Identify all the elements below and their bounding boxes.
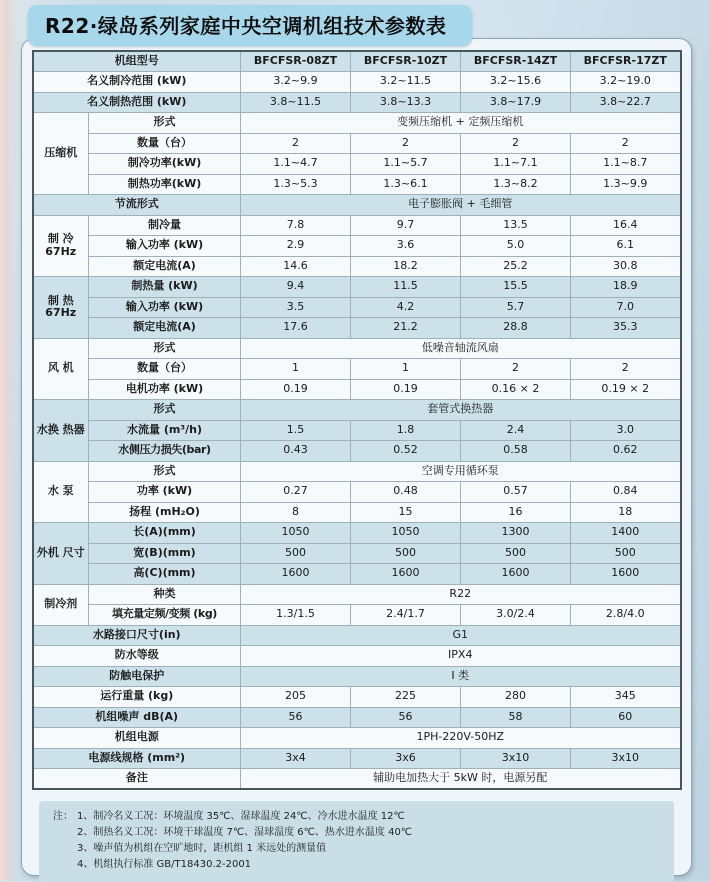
note-text: 4、机组执行标准 GB/T18430.2-2001 — [77, 859, 252, 870]
row-label: 防水等级 — [33, 646, 241, 667]
spec-value: 16.4 — [571, 215, 681, 236]
spec-row — [33, 133, 681, 154]
spec-value: 16 — [461, 502, 571, 523]
model-name: BFCFSR-10ZT — [351, 51, 461, 72]
row-label: 形式 — [89, 113, 241, 134]
row-label: 制热功率(kW) — [89, 174, 241, 195]
spec-value: 1.1~8.7 — [571, 154, 681, 175]
spec-value: 2 — [461, 133, 571, 154]
row-label: 制冷功率(kW) — [89, 154, 241, 175]
spec-value: 58 — [461, 707, 571, 728]
model-name: BFCFSR-14ZT — [461, 51, 571, 72]
spec-value: 35.3 — [571, 318, 681, 339]
note-line — [53, 825, 660, 841]
spec-value: 17.6 — [241, 318, 351, 339]
row-label: 制热量 (kW) — [89, 277, 241, 298]
spec-value: 3x4 — [241, 748, 351, 769]
spec-value: 1300 — [461, 523, 571, 544]
row-label: 名义制热范围 (kW) — [33, 92, 241, 113]
spec-row — [33, 215, 681, 236]
spec-value: 7.0 — [571, 297, 681, 318]
spec-value: 0.57 — [461, 482, 571, 503]
spec-value: 2.9 — [241, 236, 351, 257]
spec-value: 2.4 — [461, 420, 571, 441]
row-label: 名义制冷范围 (kW) — [33, 72, 241, 93]
spec-value: 3.0/2.4 — [461, 605, 571, 626]
row-label: 功率 (kW) — [89, 482, 241, 503]
spec-value: 3.2~19.0 — [571, 72, 681, 93]
row-label: 额定电流(A) — [89, 256, 241, 277]
spec-row — [33, 707, 681, 728]
spec-row — [33, 154, 681, 175]
section-label: 水 泵 — [33, 461, 89, 523]
spec-value: 1600 — [571, 564, 681, 585]
row-label: 数量（台） — [89, 359, 241, 380]
note-text: 2、制热名义工况：环境干球温度 7℃、湿球温度 6℃、热水进水温度 40℃ — [77, 827, 413, 838]
row-label: 种类 — [89, 584, 241, 605]
spec-row — [33, 523, 681, 544]
spec-row — [33, 748, 681, 769]
spec-value: 500 — [241, 543, 351, 564]
spec-value: 3.2~15.6 — [461, 72, 571, 93]
spec-value: 0.48 — [351, 482, 461, 503]
spec-value: 1400 — [571, 523, 681, 544]
spec-value: 1600 — [241, 564, 351, 585]
spec-row — [33, 502, 681, 523]
spec-value-span: 空调专用循环泵 — [241, 461, 681, 482]
spec-value: 1.1~4.7 — [241, 154, 351, 175]
spec-value: 500 — [351, 543, 461, 564]
spec-row — [33, 359, 681, 380]
spec-value: 1.3~9.9 — [571, 174, 681, 195]
spec-value: 3.2~9.9 — [241, 72, 351, 93]
spec-value: 15.5 — [461, 277, 571, 298]
spec-value-span: 电子膨胀阀 + 毛细管 — [241, 195, 681, 216]
spec-value: 0.19 — [351, 379, 461, 400]
spec-value-span: R22 — [241, 584, 681, 605]
spec-row — [33, 687, 681, 708]
note-text: 1、制冷名义工况：环境温度 35℃、湿球温度 24℃、冷水进水温度 12℃ — [77, 811, 405, 822]
spec-value: 205 — [241, 687, 351, 708]
spec-value: 6.1 — [571, 236, 681, 257]
row-label: 机组噪声 dB(A) — [33, 707, 241, 728]
spec-value: 1.3/1.5 — [241, 605, 351, 626]
row-label: 长(A)(mm) — [89, 523, 241, 544]
row-label: 水流量 (m³/h) — [89, 420, 241, 441]
row-label: 制冷量 — [89, 215, 241, 236]
page-title-text: R22·绿岛系列家庭中央空调机组技术参数表 — [45, 14, 447, 38]
section-label: 制 冷 67Hz — [33, 215, 89, 277]
note-line — [53, 809, 660, 825]
spec-value: 21.2 — [351, 318, 461, 339]
spec-value: 2 — [571, 359, 681, 380]
spec-row — [33, 769, 681, 790]
section-label: 风 机 — [33, 338, 89, 400]
spec-value: 3.6 — [351, 236, 461, 257]
spec-value: 3.8~13.3 — [351, 92, 461, 113]
spec-value: 1.3~5.3 — [241, 174, 351, 195]
spec-value-span: 变频压缩机 + 定频压缩机 — [241, 113, 681, 134]
table-header-row — [33, 51, 681, 72]
spec-row — [33, 564, 681, 585]
row-label: 高(C)(mm) — [89, 564, 241, 585]
spec-value: 18.2 — [351, 256, 461, 277]
spec-value: 1 — [351, 359, 461, 380]
spec-row — [33, 420, 681, 441]
row-label: 机组电源 — [33, 728, 241, 749]
spec-value: 11.5 — [351, 277, 461, 298]
spec-value-span: 套管式换热器 — [241, 400, 681, 421]
spec-value: 225 — [351, 687, 461, 708]
row-label: 输入功率 (kW) — [89, 236, 241, 257]
spec-value-span: I 类 — [241, 666, 681, 687]
spec-row — [33, 543, 681, 564]
spec-row — [33, 646, 681, 667]
notes-panel — [39, 801, 674, 882]
spec-value: 3.2~11.5 — [351, 72, 461, 93]
spec-value: 3.8~11.5 — [241, 92, 351, 113]
spec-value: 2 — [241, 133, 351, 154]
spec-value: 3x6 — [351, 748, 461, 769]
spec-row — [33, 482, 681, 503]
row-label: 水侧压力损失(bar) — [89, 441, 241, 462]
spec-row — [33, 441, 681, 462]
notes-prefix: 注： — [53, 811, 73, 822]
spec-value: 5.0 — [461, 236, 571, 257]
spec-value: 1600 — [461, 564, 571, 585]
section-label: 压缩机 — [33, 113, 89, 195]
row-label: 填充量定频/变频 (kg) — [89, 605, 241, 626]
row-label: 节流形式 — [33, 195, 241, 216]
spec-value: 25.2 — [461, 256, 571, 277]
spec-value: 8 — [241, 502, 351, 523]
spec-value: 1050 — [241, 523, 351, 544]
spec-value: 30.8 — [571, 256, 681, 277]
spec-row — [33, 174, 681, 195]
spec-row — [33, 625, 681, 646]
spec-row — [33, 277, 681, 298]
spec-value: 0.84 — [571, 482, 681, 503]
note-line — [53, 857, 660, 873]
row-label: 电机功率 (kW) — [89, 379, 241, 400]
section-label: 水换 热器 — [33, 400, 89, 462]
spec-value: 60 — [571, 707, 681, 728]
spec-value: 0.19 × 2 — [571, 379, 681, 400]
row-label: 形式 — [89, 461, 241, 482]
row-label: 数量（台） — [89, 133, 241, 154]
page-title — [28, 5, 472, 46]
spec-value: 345 — [571, 687, 681, 708]
spec-value: 15 — [351, 502, 461, 523]
spec-value: 18.9 — [571, 277, 681, 298]
spec-value: 1.3~8.2 — [461, 174, 571, 195]
spec-value: 3x10 — [461, 748, 571, 769]
spec-row — [33, 400, 681, 421]
spec-value: 0.43 — [241, 441, 351, 462]
spec-value: 3.8~22.7 — [571, 92, 681, 113]
spec-value: 13.5 — [461, 215, 571, 236]
spec-value: 7.8 — [241, 215, 351, 236]
spec-value: 1.3~6.1 — [351, 174, 461, 195]
spec-value: 3.8~17.9 — [461, 92, 571, 113]
spec-value: 1.8 — [351, 420, 461, 441]
spec-value: 1600 — [351, 564, 461, 585]
note-line — [53, 841, 660, 857]
row-label: 备注 — [33, 769, 241, 790]
spec-value: 0.19 — [241, 379, 351, 400]
spec-value: 0.52 — [351, 441, 461, 462]
section-label: 外机 尺寸 — [33, 523, 89, 585]
spec-value: 2 — [461, 359, 571, 380]
spec-value: 0.58 — [461, 441, 571, 462]
row-label: 扬程 (mH₂O) — [89, 502, 241, 523]
model-name: BFCFSR-08ZT — [241, 51, 351, 72]
row-label: 形式 — [89, 400, 241, 421]
row-label: 电源线规格 (mm²) — [33, 748, 241, 769]
spec-value-span: 低噪音轴流风扇 — [241, 338, 681, 359]
spec-value: 500 — [461, 543, 571, 564]
spec-row — [33, 256, 681, 277]
spec-row — [33, 318, 681, 339]
spec-value: 3x10 — [571, 748, 681, 769]
spec-value: 1.1~5.7 — [351, 154, 461, 175]
spec-row — [33, 195, 681, 216]
row-label: 运行重量 (kg) — [33, 687, 241, 708]
spec-value: 18 — [571, 502, 681, 523]
spec-value: 500 — [571, 543, 681, 564]
spec-row — [33, 666, 681, 687]
spec-value: 2 — [351, 133, 461, 154]
spec-value: 14.6 — [241, 256, 351, 277]
spec-card — [21, 38, 692, 876]
model-name: BFCFSR-17ZT — [571, 51, 681, 72]
spec-value: 0.27 — [241, 482, 351, 503]
spec-row — [33, 379, 681, 400]
note-text: 3、噪声值为机组在空旷地时，距机组 1 米远处的测量值 — [77, 843, 327, 854]
spec-value-span: 1PH-220V-50HZ — [241, 728, 681, 749]
spec-value: 0.16 × 2 — [461, 379, 571, 400]
row-label: 水路接口尺寸(in) — [33, 625, 241, 646]
row-label: 输入功率 (kW) — [89, 297, 241, 318]
row-label: 形式 — [89, 338, 241, 359]
spec-row — [33, 72, 681, 93]
spec-row — [33, 605, 681, 626]
spec-value: 56 — [241, 707, 351, 728]
spec-row — [33, 236, 681, 257]
spec-value: 0.62 — [571, 441, 681, 462]
spec-value-span: G1 — [241, 625, 681, 646]
spec-value: 3.5 — [241, 297, 351, 318]
section-label: 制冷剂 — [33, 584, 89, 625]
spec-row — [33, 461, 681, 482]
spec-value: 2.8/4.0 — [571, 605, 681, 626]
spec-row — [33, 338, 681, 359]
spec-value: 56 — [351, 707, 461, 728]
spec-value: 9.4 — [241, 277, 351, 298]
spec-value: 9.7 — [351, 215, 461, 236]
spec-value: 1.5 — [241, 420, 351, 441]
spec-value: 1.1~7.1 — [461, 154, 571, 175]
spec-table — [32, 50, 682, 790]
spec-value: 3.0 — [571, 420, 681, 441]
spec-value: 4.2 — [351, 297, 461, 318]
section-label: 制 热 67Hz — [33, 277, 89, 339]
spec-value-span: IPX4 — [241, 646, 681, 667]
spec-value: 2.4/1.7 — [351, 605, 461, 626]
spec-row — [33, 728, 681, 749]
spec-row — [33, 584, 681, 605]
spec-value: 1050 — [351, 523, 461, 544]
spec-row — [33, 92, 681, 113]
header-model-label: 机组型号 — [33, 51, 241, 72]
row-label: 额定电流(A) — [89, 318, 241, 339]
row-label: 防触电保护 — [33, 666, 241, 687]
spec-value: 28.8 — [461, 318, 571, 339]
spec-value-span: 辅助电加热大于 5kW 时，电源另配 — [241, 769, 681, 790]
spec-value: 2 — [571, 133, 681, 154]
spec-row — [33, 297, 681, 318]
spec-value: 1 — [241, 359, 351, 380]
spec-value: 280 — [461, 687, 571, 708]
spec-value: 5.7 — [461, 297, 571, 318]
row-label: 宽(B)(mm) — [89, 543, 241, 564]
spec-row — [33, 113, 681, 134]
